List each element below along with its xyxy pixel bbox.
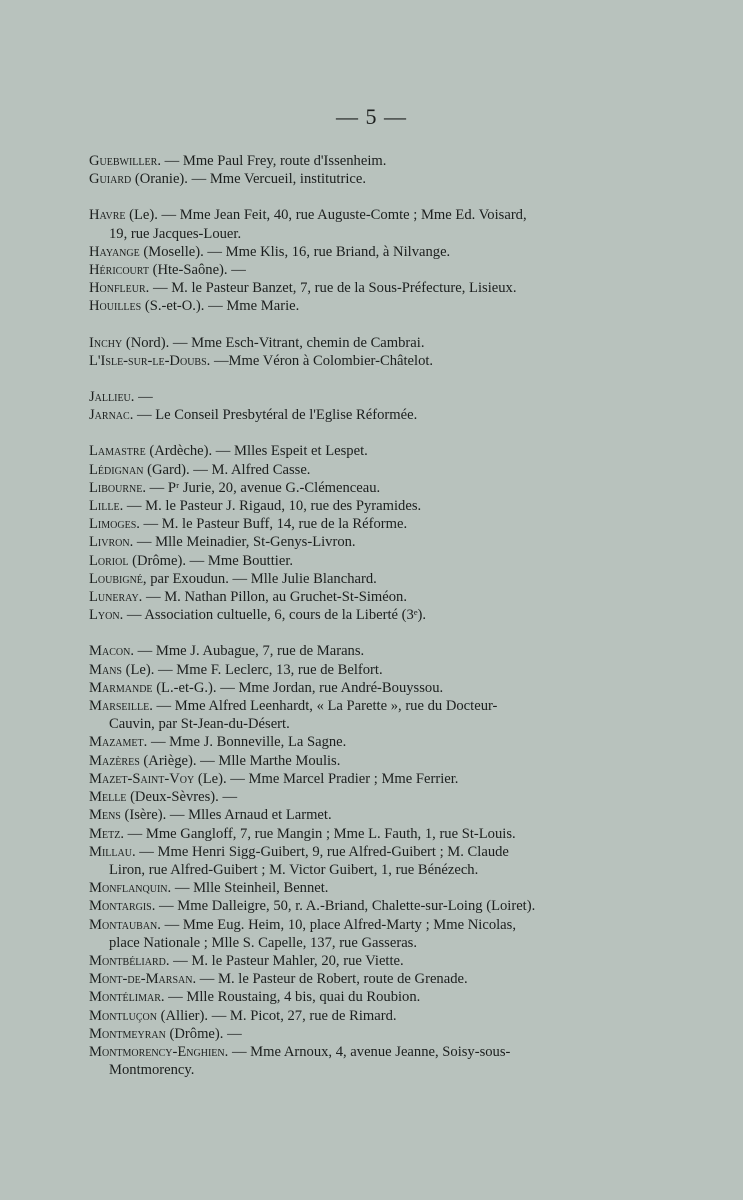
directory-entry: [89, 552, 621, 570]
entry-text: . — Mme J. Bonneville, La Sagne.: [143, 734, 347, 751]
directory-entry: [89, 588, 621, 606]
entry-group: [89, 152, 621, 188]
place-name: Montluçon: [89, 1007, 157, 1024]
entry-text: (Le). — Mme Marcel Pradier ; Mme Ferrier.: [194, 770, 459, 787]
entry-text: . — M. le Pasteur Banzet, 7, rue de la Sous-Préfecture, Lisieux.: [145, 280, 517, 297]
directory-entry: [89, 352, 621, 370]
directory-entry: [89, 570, 621, 588]
directory-entry: [89, 279, 621, 297]
entry-text: . — Mlle Roustaing, 4 bis, quai du Roubion.: [160, 989, 421, 1006]
entry-text: . — Mme J. Aubague, 7, rue de Marans.: [130, 643, 365, 660]
entry-text: (Oranie). — Mme Vercueil, institutrice.: [131, 171, 367, 188]
place-name: Lille: [89, 498, 120, 515]
entry-text: . — Mme Paul Frey, route d'Issenheim.: [157, 153, 387, 169]
entry-text: (L.-et-G.). — Mme Jordan, rue André-Bouyssou.: [152, 679, 444, 696]
directory-entry: [89, 479, 621, 497]
entry-continuation: Liron, rue Alfred-Guibert ; M. Victor Guibert, 1, rue Bénézech.: [109, 861, 479, 878]
entry-text: . — Pʳ Jurie, 20, avenue G.-Clémenceau.: [142, 479, 381, 496]
place-name: Livron: [89, 534, 130, 551]
directory-entry: [89, 897, 621, 915]
entry-text: . —Mme Véron à Colombier-Châtelot.: [206, 352, 434, 369]
place-name: Hayange: [89, 243, 140, 260]
place-name: Lédignan: [89, 461, 144, 478]
place-name: Marmande: [89, 679, 153, 696]
place-name: Montélimar: [89, 989, 161, 1006]
page-number: — 5 —: [336, 104, 407, 129]
directory-entry: [89, 1025, 621, 1043]
directory-entry: [89, 788, 621, 806]
directory-entry: [89, 261, 621, 279]
entry-group: [89, 442, 621, 624]
directory-entry: [89, 442, 621, 460]
entry-text: (Le). — Mme F. Leclerc, 13, rue de Belfort.: [121, 661, 383, 678]
entry-text: (S.-et-O.). — Mme Marie.: [141, 298, 300, 315]
entry-text: . — Mme Gangloff, 7, rue Mangin ; Mme L. Fauth, 1, rue St-Louis.: [120, 825, 516, 842]
entry-text: (Hte-Saône). —: [148, 262, 246, 279]
directory-entry: [89, 406, 621, 424]
place-name: Luneray: [89, 589, 139, 606]
place-name: Loriol: [89, 552, 129, 569]
directory-entry: [89, 297, 621, 315]
place-name: Melle: [89, 789, 127, 806]
entry-text: . — M. le Pasteur de Robert, route de Grenade.: [192, 971, 468, 988]
directory-entry: [89, 697, 621, 715]
directory-entry: [89, 879, 621, 897]
entry-group: [89, 334, 621, 370]
entry-text: (Deux-Sèvres). —: [126, 789, 238, 806]
place-name: Lamastre: [89, 443, 146, 460]
entry-text: . — Mme Henri Sigg-Guibert, 9, rue Alfred-Guibert ; M. Claude: [131, 843, 509, 860]
entry-text: . — M. le Pasteur Buff, 14, rue de la Réforme.: [136, 516, 408, 533]
entry-text: (Le). — Mme Jean Feit, 40, rue Auguste-Comte ; Mme Ed. Voisard,: [125, 207, 527, 224]
directory-entry: [89, 461, 621, 479]
entry-text: (Drôme). — Mme Bouttier.: [128, 552, 294, 569]
place-name: Loubigné: [89, 570, 143, 587]
place-name: Mazères: [89, 752, 140, 769]
directory-entry: [89, 825, 621, 843]
place-name: Guiard: [89, 171, 132, 188]
directory-entry: [89, 970, 621, 988]
entry-text: . —: [130, 389, 153, 406]
directory-entry: [89, 1007, 621, 1025]
directory-entry: [89, 733, 621, 751]
place-name: Montargis: [89, 898, 152, 915]
directory-entry: [89, 843, 621, 861]
place-name: Jarnac: [89, 407, 130, 424]
entry-group: [89, 388, 621, 424]
place-name: Mont-de-Marsan: [89, 971, 193, 988]
entry-text: . — Mme Dalleigre, 50, r. A.-Briand, Chalette-sur-Loing (Loiret).: [151, 898, 536, 915]
directory-entry: [89, 770, 621, 788]
place-name: Héricourt: [89, 262, 149, 279]
directory-entry: [89, 806, 621, 824]
entry-text: . — Mme Arnoux, 4, avenue Jeanne, Soisy-sous-: [224, 1043, 511, 1060]
directory-entry: [89, 752, 621, 770]
place-name: Macon: [89, 643, 131, 660]
place-name: Jallieu: [89, 389, 131, 406]
directory-entry: [89, 642, 621, 660]
place-name: Guebwiller: [89, 153, 158, 169]
place-name: Marseille: [89, 698, 150, 715]
entry-text: . — Mlle Steinheil, Bennet.: [167, 880, 329, 897]
entry-text: . — Association cultuelle, 6, cours de la Liberté (3ᵉ).: [119, 607, 427, 624]
entry-text: (Gard). — M. Alfred Casse.: [143, 461, 311, 478]
directory-entry: [89, 988, 621, 1006]
entry-text: (Moselle). — Mme Klis, 16, rue Briand, à Nilvange.: [139, 243, 451, 260]
place-name: Montbéliard: [89, 952, 166, 969]
place-name: Montmorency-Enghien: [89, 1043, 225, 1060]
directory-list: [89, 152, 621, 1097]
place-name: Mans: [89, 661, 122, 678]
place-name: Honfleur: [89, 280, 146, 297]
place-name: L'Isle-sur-le-Doubs: [89, 352, 207, 369]
entry-text: , par Exoudun. — Mlle Julie Blanchard.: [142, 570, 377, 587]
directory-entry: [89, 515, 621, 533]
entry-text: (Isère). — Mlles Arnaud et Larmet.: [120, 807, 332, 824]
entry-text: . — Mlle Meinadier, St-Genys-Livron.: [129, 534, 356, 551]
entry-text: (Nord). — Mme Esch-Vitrant, chemin de Cambrai.: [122, 334, 425, 351]
entry-text: . — Mme Alfred Leenhardt, « La Parette », rue du Docteur-: [149, 698, 498, 715]
place-name: Lyon: [89, 607, 120, 624]
directory-entry: [89, 334, 621, 352]
place-name: Monflanquin: [89, 880, 168, 897]
entry-text: . — M. le Pasteur Mahler, 20, rue Viette.: [165, 952, 404, 969]
directory-entry: [89, 533, 621, 551]
place-name: Montauban: [89, 916, 158, 933]
entry-continuation: Montmorency.: [109, 1062, 195, 1079]
entry-text: . — M. Nathan Pillon, au Gruchet-St-Siméon.: [138, 589, 408, 606]
entry-text: . — Mme Eug. Heim, 10, place Alfred-Marty ; Mme Nicolas,: [157, 916, 516, 933]
place-name: Limoges: [89, 516, 137, 533]
entry-continuation: Cauvin, par St-Jean-du-Désert.: [109, 716, 290, 733]
entry-text: (Allier). — M. Picot, 27, rue de Rimard.: [156, 1007, 397, 1024]
directory-entry: [89, 606, 621, 624]
entry-text: (Drôme). —: [165, 1025, 242, 1042]
place-name: Metz: [89, 825, 121, 842]
entry-continuation: place Nationale ; Mlle S. Capelle, 137, rue Gasseras.: [109, 934, 417, 951]
directory-entry: [89, 497, 621, 515]
directory-entry: [89, 388, 621, 406]
entry-text: (Ariège). — Mlle Marthe Moulis.: [139, 752, 341, 769]
directory-entry: [89, 1043, 621, 1061]
entry-group: [89, 642, 621, 1079]
place-name: Houilles: [89, 298, 142, 315]
place-name: Mazamet: [89, 734, 144, 751]
entry-text: . — M. le Pasteur J. Rigaud, 10, rue des Pyramides.: [119, 498, 422, 515]
place-name: Mazet-Saint-Voy: [89, 770, 195, 787]
place-name: Havre: [89, 207, 126, 224]
directory-entry: [89, 952, 621, 970]
entry-text: . — Le Conseil Presbytéral de l'Eglise Réformée.: [129, 407, 418, 424]
place-name: Montmeyran: [89, 1025, 166, 1042]
directory-entry: [89, 170, 621, 188]
directory-entry: [89, 916, 621, 934]
entry-text: (Ardèche). — Mlles Espeit et Lespet.: [145, 443, 368, 460]
entry-group: [89, 206, 621, 315]
place-name: Inchy: [89, 334, 123, 351]
place-name: Millau: [89, 843, 132, 860]
place-name: Libourne: [89, 479, 143, 496]
directory-entry: [89, 152, 621, 170]
place-name: Mens: [89, 807, 121, 824]
directory-entry: [89, 243, 621, 261]
directory-entry: [89, 206, 621, 224]
entry-continuation: 19, rue Jacques-Louer.: [109, 225, 242, 242]
directory-entry: [89, 679, 621, 697]
directory-entry: [89, 661, 621, 679]
